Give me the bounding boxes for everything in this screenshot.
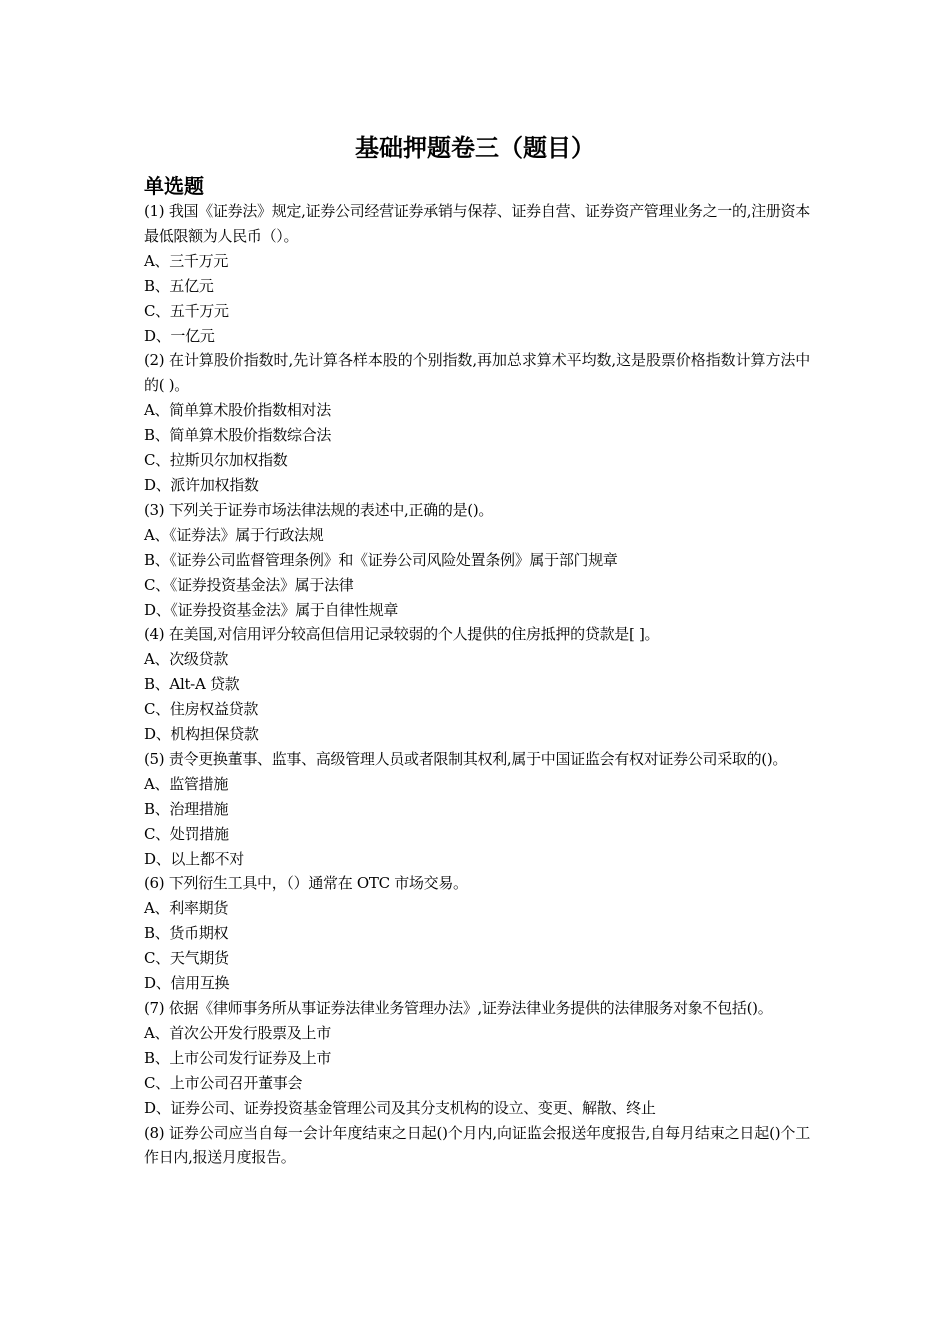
option-a: A、监管措施 [144,774,229,793]
option-d: D、证券公司、证券投资基金管理公司及其分支机构的设立、变更、解散、终止 [144,1098,656,1117]
option-d: D、以上都不对 [144,849,244,868]
option-d: D、派许加权指数 [144,475,259,494]
question-7 [144,996,810,1121]
question-text: (7) 依据《律师事务所从事证券法律业务管理办法》,证券法律业务提供的法律服务对象不包括()。 [144,999,773,1017]
option-d: D、机构担保贷款 [144,725,259,744]
question-text: (3) 下列关于证券市场法律法规的表述中,正确的是()。 [144,500,494,519]
option-b: B、Alt-A 贷款 [144,675,240,694]
option-a: A、三千万元 [144,251,229,270]
question-text: (2) 在计算股价指数时,先计算各样本股的个别指数,再加总求算术平均数,这是股票价格指数计算方法中的( )。 [144,351,810,395]
option-c: C、住房权益贷款 [144,700,259,719]
option-a: A、首次公开发行股票及上市 [144,1023,331,1042]
question-3 [144,498,810,623]
question-8 [144,1121,810,1171]
question-6 [144,871,810,996]
option-a: A、简单算术股价指数相对法 [144,401,331,420]
option-b: B、货币期权 [144,924,229,943]
option-a: A、《证券法》属于行政法规 [144,525,324,544]
question-4 [144,622,810,747]
option-c: C、拉斯贝尔加权指数 [144,451,288,470]
question-list [144,199,810,1170]
question-text: (6) 下列衍生工具中，（）通常在 OTC 市场交易。 [144,874,468,893]
option-b: B、五亿元 [144,276,214,295]
question-2 [144,348,810,497]
option-b: B、《证券公司监督管理条例》和《证券公司风险处置条例》属于部门规章 [144,550,618,569]
option-a: A、次级贷款 [144,650,229,669]
option-d: D、信用互换 [144,974,230,993]
option-c: C、天气期货 [144,949,229,968]
option-b: B、简单算术股价指数综合法 [144,426,332,445]
option-c: C、上市公司召开董事会 [144,1073,303,1092]
option-a: A、利率期货 [144,899,229,918]
option-c: C、处罚措施 [144,824,229,843]
option-d: D、《证券投资基金法》属于自律性规章 [144,600,399,619]
section-heading: 单选题 [144,174,204,198]
question-5 [144,747,810,872]
option-d: D、一亿元 [144,326,215,345]
question-1 [144,199,810,348]
option-b: B、治理措施 [144,799,229,818]
question-text: (1) 我国《证券法》规定,证券公司经营证券承销与保荐、证券自营、证券资产管理业务之一的,注册资本最低限额为人民币（）。 [144,202,810,245]
option-c: C、《证券投资基金法》属于法律 [144,575,354,594]
question-text: (4) 在美国,对信用评分较高但信用记录较弱的个人提供的住房抵押的贷款是[ ]。 [144,625,660,644]
option-c: C、五千万元 [144,301,229,320]
document-title: 基础押题卷三（题目） [355,134,595,162]
question-text: (5) 责令更换董事、监事、高级管理人员或者限制其权利,属于中国证监会有权对证券公司采取的()。 [144,749,788,768]
option-b: B、上市公司发行证券及上市 [144,1048,332,1067]
question-text: (8) 证券公司应当自每一会计年度结束之日起()个月内,向证监会报送年度报告,自每月结束之日起()个工作日内,报送月度报告。 [144,1123,810,1167]
